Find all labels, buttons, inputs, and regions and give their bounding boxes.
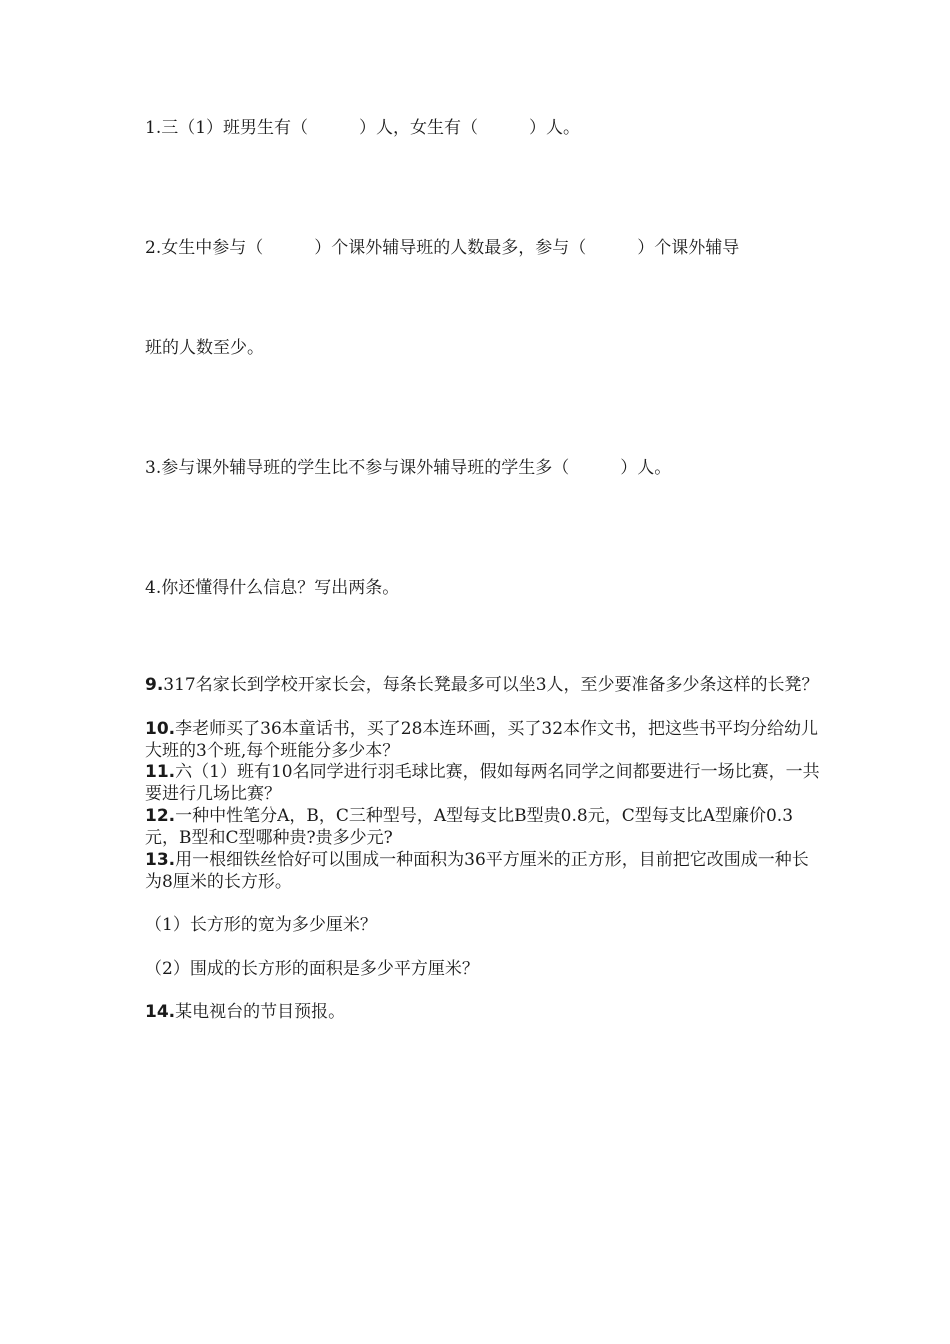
question-12 [145,805,825,849]
question-text: 六（1）班有10名同学进行羽毛球比赛，假如每两名同学之间都要进行一场比赛，一共要进行几场比赛？ [145,762,820,804]
question-3: 3.参与课外辅导班的学生比不参与课外辅导班的学生多（ ）人。 [145,458,672,478]
question-text: 一种中性笔分A，B，C三种型号，A型每支比B型贵0.8元，C型每支比A型廉价0.3元，B型和C型哪种贵?贵多少元? [145,806,794,848]
question-13-sub-2: （2）围成的长方形的面积是多少平方厘米？ [145,959,479,979]
question-text: 李老师买了36本童话书，买了28本连环画，买了32本作文书，把这些书平均分给幼儿大班的3个班,每个班能分多少本？ [145,719,819,761]
question-14 [145,1001,825,1023]
question-number: 12. [145,806,176,826]
question-4: 4.你还懂得什么信息？写出两条。 [145,578,400,598]
question-number: 13. [145,850,176,870]
question-text: 用一根细铁丝恰好可以围成一种面积为36平方厘米的正方形，目前把它改围成一种长为8厘米的长方形。 [145,850,809,892]
question-13 [145,849,825,893]
question-text: 某电视台的节目预报。 [175,1002,346,1022]
question-13-sub-1: （1）长方形的宽为多少厘米？ [145,915,377,935]
question-2-line-2: 班的人数至少。 [145,338,264,358]
question-number: 10. [145,719,176,739]
question-2-line-1: 2.女生中参与（ ）个课外辅导班的人数最多，参与（ ）个课外辅导 [145,238,740,258]
question-9 [145,674,825,696]
question-number: 14. [145,1002,176,1022]
question-1: 1.三（1）班男生有（ ）人，女生有（ ）人。 [145,118,581,138]
question-number: 9. [145,675,164,695]
question-10 [145,718,825,762]
question-11 [145,761,825,805]
question-number: 11. [145,762,176,782]
question-text: 317名家长到学校开家长会，每条长凳最多可以坐3人，至少要准备多少条这样的长凳？ [163,675,819,695]
